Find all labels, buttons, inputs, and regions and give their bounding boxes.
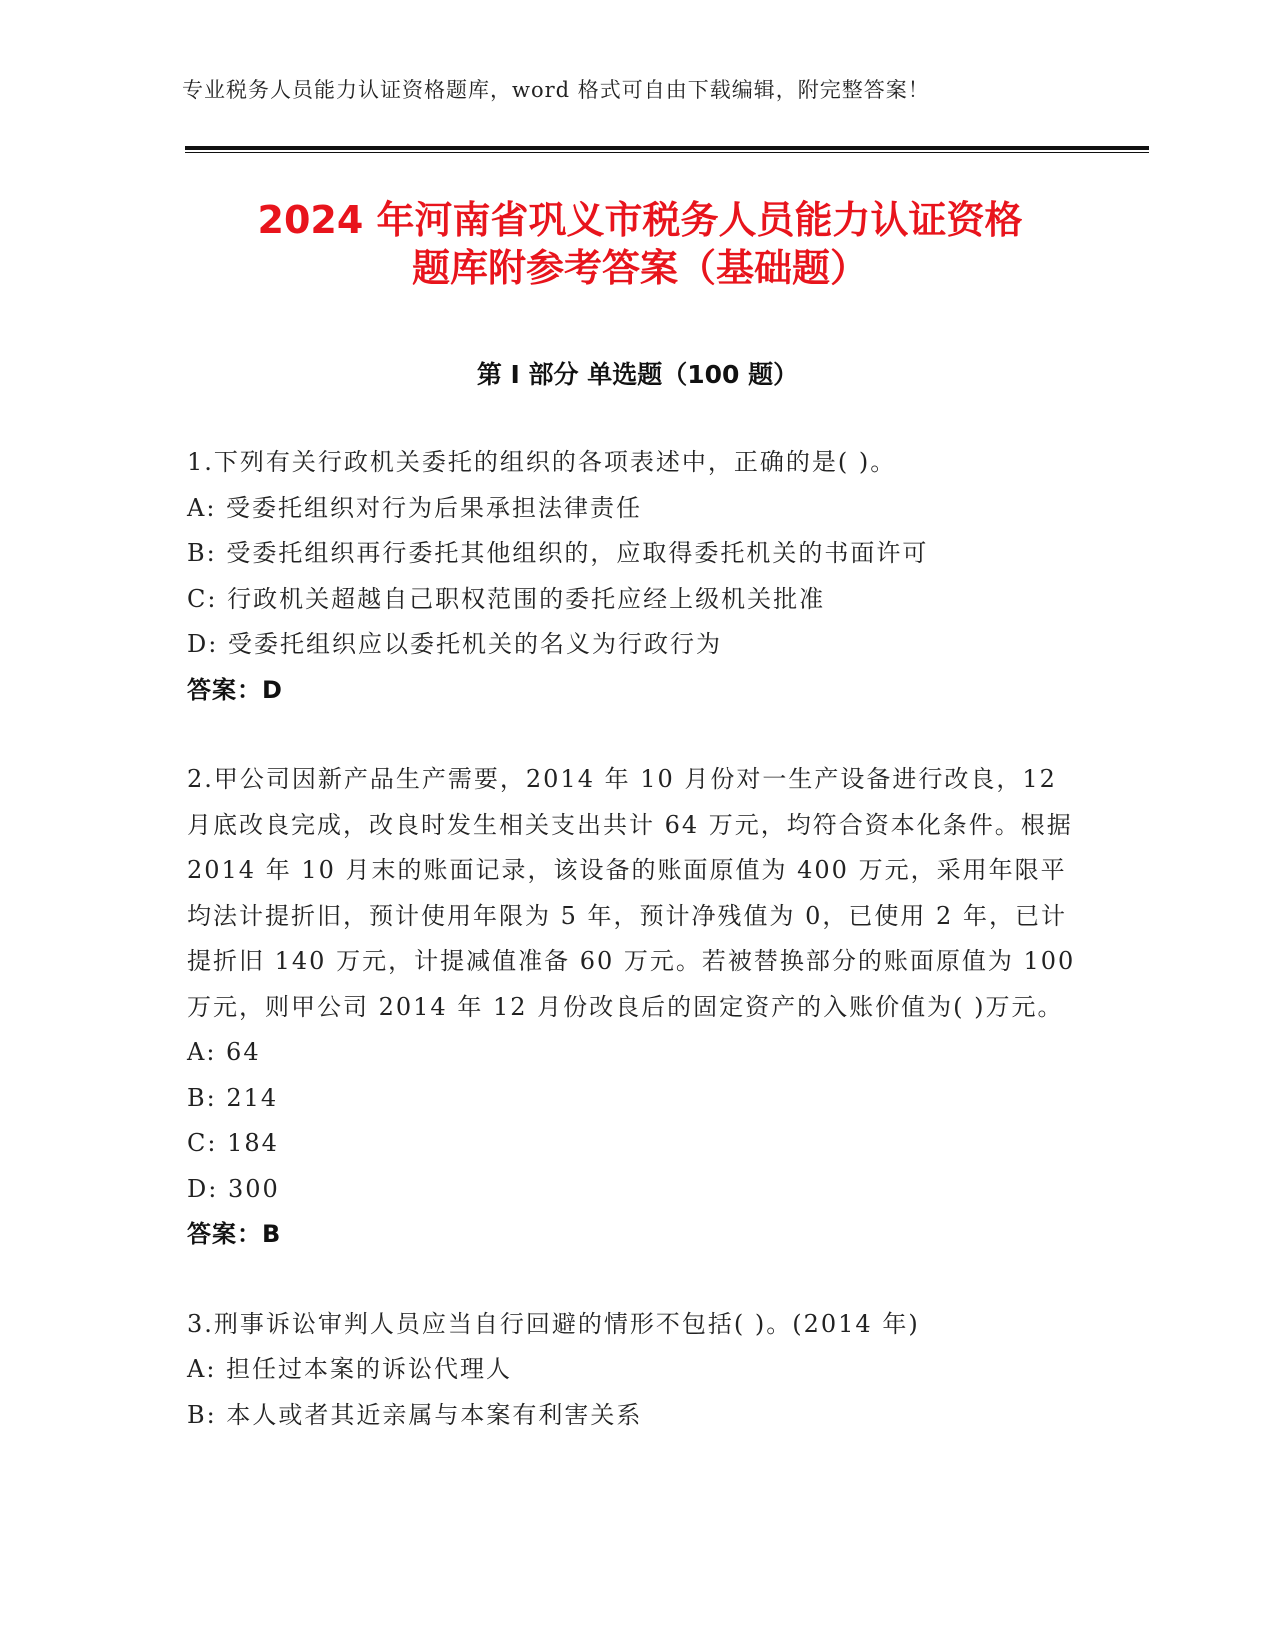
option-b: B: 受委托组织再行委托其他组织的，应取得委托机关的书面许可: [187, 539, 929, 567]
header-rule-thin: [185, 152, 1149, 153]
question-stem: 1.下列有关行政机关委托的组织的各项表述中，正确的是( )。: [187, 448, 897, 476]
option-a: A: 受委托组织对行为后果承担法律责任: [187, 493, 643, 522]
question-list: [187, 440, 1087, 1482]
question-3: [187, 1302, 1087, 1439]
document-title: [160, 196, 1120, 292]
option-c: C: 184: [187, 1129, 279, 1157]
header-rule-thick: [185, 146, 1149, 150]
option-a: A: 64: [187, 1038, 261, 1066]
option-d: D: 300: [187, 1174, 280, 1203]
question-2: [187, 757, 1087, 1258]
answer-label: 答案：D: [187, 675, 283, 704]
document-title-line-2: 题库附参考答案（基础题）: [411, 246, 868, 290]
option-a: A: 担任过本案的诉讼代理人: [187, 1355, 513, 1383]
question-stem: 2.甲公司因新产品生产需要，2014 年 10 月份对一生产设备进行改良，12 月底改良完成，改良时发生相关支出共计 64 万元，均符合资本化条件。根据 2014 年 10 月末的账面记录，该设备的账面原值为 400 万元，采用年限平均法计提折旧，预计使用年限为 5 年，预计净残值为 0，已使用 2 年，已计提折旧 140 万元，计提减值准备 60 万元。若被替换部分的账面原值为 100 万元，则甲公司 2014 年 12 月份改良后的固定资产的入账价值为( )万元。: [187, 765, 1076, 1021]
option-b: B: 本人或者其近亲属与本案有利害关系: [187, 1400, 643, 1429]
option-d: D: 受委托组织应以委托机关的名义为行政行为: [187, 630, 722, 658]
document-title-line-1: 2024 年河南省巩义市税务人员能力认证资格: [257, 198, 1023, 242]
question-stem: 3.刑事诉讼审判人员应当自行回避的情形不包括( )。(2014 年): [187, 1309, 920, 1338]
section-heading: 第 I 部分 单选题（100 题）: [476, 360, 799, 389]
question-1: [187, 440, 1087, 713]
option-b: B: 214: [187, 1083, 279, 1112]
option-c: C: 行政机关超越自己职权范围的委托应经上级机关批准: [187, 584, 826, 613]
header-note: 专业税务人员能力认证资格题库，word 格式可自由下载编辑，附完整答案！: [182, 78, 930, 102]
answer-label: 答案：B: [187, 1220, 282, 1248]
